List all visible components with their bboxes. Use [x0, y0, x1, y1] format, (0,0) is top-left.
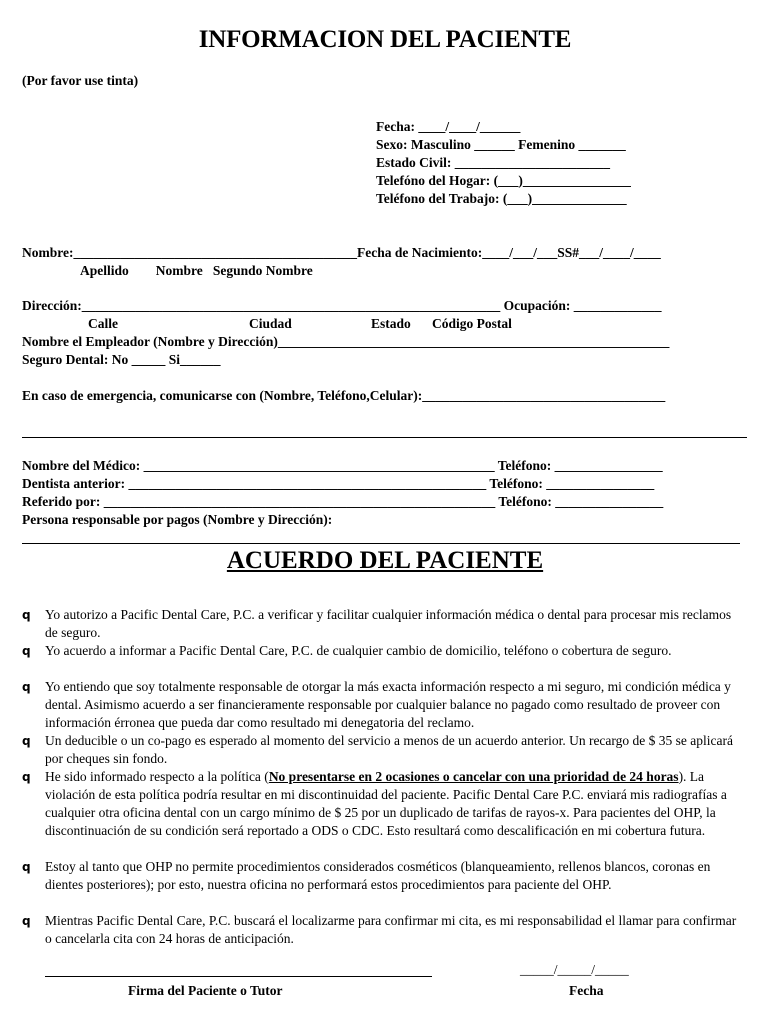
firma-label: Firma del Paciente o Tutor	[128, 983, 283, 998]
page-title: INFORMACION DEL PACIENTE	[198, 26, 572, 53]
dentista-field[interactable]: Dentista anterior: _____________________________________________________ Teléfono: ________________	[22, 476, 655, 491]
ciudad-label: Ciudad	[249, 316, 292, 331]
nombre-sublabels: Apellido Nombre Segundo Nombre	[80, 263, 313, 278]
sexo-field[interactable]: Sexo: Masculino ______ Femenino _______	[376, 137, 626, 152]
agreement-item: Yo acuerdo a informar a Pacific Dental Care, P.C. de cualquier cambio de domicilio, teléfono o cobertura de seguro.	[45, 643, 672, 658]
medico-field[interactable]: Nombre del Médico: ____________________________________________________ Teléfono: ________________	[22, 458, 663, 473]
agreement-item: Estoy al tanto que OHP no permite procedimientos considerados cosméticos (blanqueamiento, rellenos blancos, coronas en dientes posteriores); por esto, nuestra oficina no performará estos procedimientos para paciente del OHP.	[45, 859, 711, 892]
direccion-field[interactable]: Dirección:______________________________________________________________ Ocupación: _____________	[22, 298, 662, 313]
codigo-postal-label: Código Postal	[432, 316, 512, 331]
bullet-icon: q	[22, 644, 31, 658]
politica-pre: He sido informado respecto a la política (	[45, 769, 269, 784]
bullet-icon: q	[22, 860, 31, 874]
nombre-field[interactable]: Nombre:__________________________________________Fecha de Nacimiento:____/___/___SS#___/____/____	[22, 245, 661, 260]
politica-post: ). La violación de esta política podría resultar en mi discontinuidad del paciente. Pacific Dental Care P.C. enviará mis radiografías a cualquier otra oficina dental con un cargo mínimo de $ 25 por un duplicado de tarifas de rayos-x. Para pacientes del OHP, la discontinuación de su condición será reportado a ODS o CDC. Esto resultará como descalificación en mi cobertura futura.	[45, 769, 727, 838]
bullet-icon: q	[22, 914, 31, 928]
agreement-item: Yo autorizo a Pacific Dental Care, P.C. a verificar y facilitar cualquier información médica o dental para procesar mis reclamos de seguro.	[45, 607, 732, 640]
politica-bold: No presentarse en 2 ocasiones o cancelar con una prioridad de 24 horas	[268, 769, 679, 784]
seguro-dental-field[interactable]: Seguro Dental: No _____ Si______	[22, 352, 221, 367]
responsable-field: Persona responsable por pagos (Nombre y Dirección):	[22, 512, 333, 527]
estado-label: Estado	[371, 316, 411, 331]
calle-label: Calle	[88, 316, 118, 331]
empleador-field[interactable]: Nombre el Empleador (Nombre y Dirección)__________________________________________________________	[22, 334, 670, 349]
ink-note: (Por favor use tinta)	[22, 73, 139, 88]
bullet-icon: q	[22, 734, 31, 748]
responsable-line[interactable]	[22, 543, 740, 544]
bullet-icon: q	[22, 680, 31, 694]
agreement-item: Yo entiendo que soy totalmente responsable de otorgar la más exacta información respecto a mi seguro, mi condición médica y dental. Asimismo acuerdo a ser financieramente responsable por cualquier balance no pagado como resultado de proveer con información érronea que pueda dar como resultado mi denegatoria del reclamo.	[45, 679, 731, 730]
telefono-hogar-field[interactable]: Telefóno del Hogar: (___)________________	[376, 173, 631, 188]
telefono-trabajo-field[interactable]: Teléfono del Trabajo: (___)______________	[376, 191, 627, 206]
fecha-field[interactable]: Fecha: ____/____/______	[376, 119, 521, 134]
firma-line[interactable]	[45, 976, 432, 977]
referido-field[interactable]: Referido por: __________________________________________________________ Teléfono: ________________	[22, 494, 664, 509]
fecha-label: Fecha	[569, 983, 604, 998]
agreement-item: Mientras Pacific Dental Care, P.C. buscará el localizarme para confirmar mi cita, es mi responsabilidad el llamar para confirmar o cancelarla cita con 24 horas de anticipación.	[45, 913, 737, 946]
agreement-item: Un deducible o un co-pago es esperado al momento del servicio a menos de un acuerdo anterior. Un recargo de $ 35 se aplicará por cheques sin fondo.	[45, 733, 733, 766]
fecha-firma-field[interactable]: _____/_____/_____	[520, 962, 629, 977]
bullet-icon: q	[22, 770, 31, 784]
agreement-title: ACUERDO DEL PACIENTE	[226, 547, 544, 574]
emergencia-extra-line[interactable]	[22, 437, 747, 438]
bullet-icon: q	[22, 608, 31, 622]
agreement-item-politica	[45, 768, 745, 840]
emergencia-field[interactable]: En caso de emergencia, comunicarse con (Nombre, Teléfono,Celular):____________________________________	[22, 388, 666, 403]
estado-civil-field[interactable]: Estado Civil: _______________________	[376, 155, 611, 170]
